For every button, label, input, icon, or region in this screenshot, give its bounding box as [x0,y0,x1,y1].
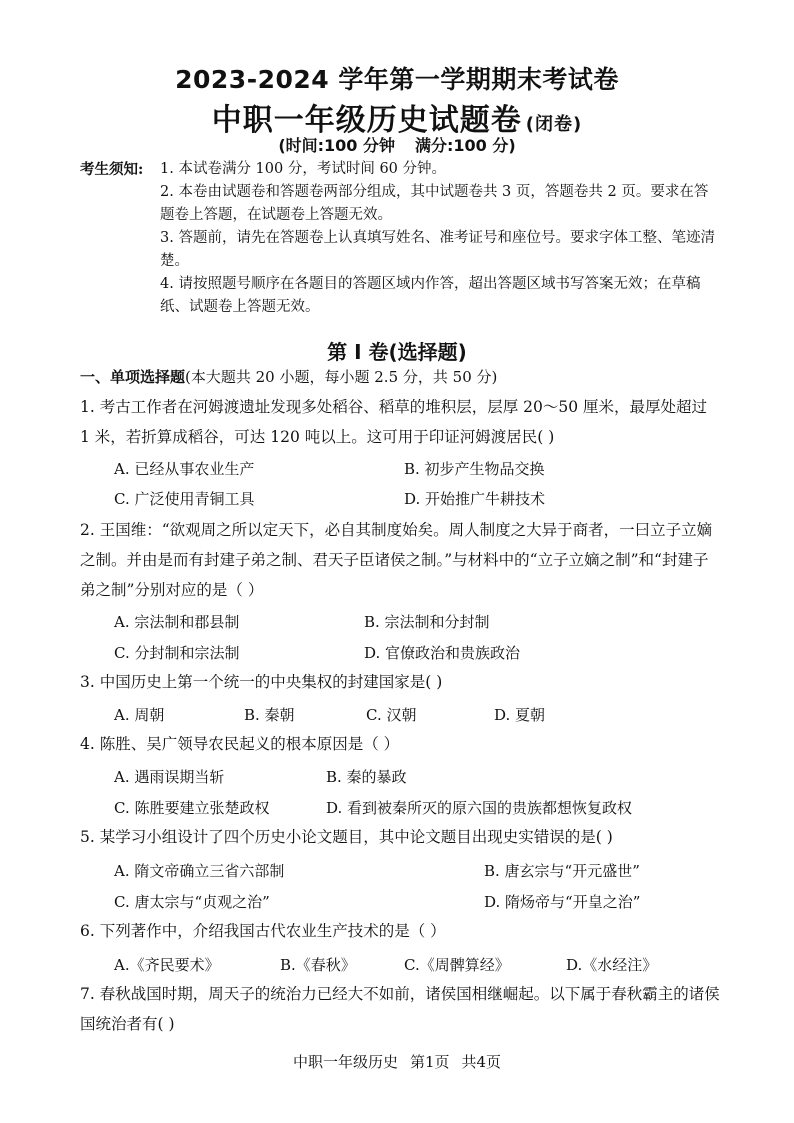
option-b: B. 唐玄宗与“开元盛世” [484,862,640,880]
notice-item: 2. 本卷由试题卷和答题卷两部分组成，其中试题卷共 3 页，答题卷共 2 页。要求在答题卷上答题，在试题卷上答题无效。 [160,184,709,223]
option-b: B. 秦的暴政 [326,768,407,786]
question-stem: 1. 考古工作者在河姆渡遗址发现多处稻谷、稻草的堆积层，层厚 20～50 厘米，最厚处超过 1 米，若折算成稻谷，可达 120 吨以上。这可用于印证河姆渡居民( ) [80,398,708,446]
option-a: A.《齐民要术》 [114,956,220,974]
option-a: A. 遇雨误期当斩 [114,768,225,786]
option-a: A. 隋文帝确立三省六部制 [114,862,285,880]
option-c: C. 分封制和宗法制 [114,644,240,662]
page-footer [0,1051,794,1072]
question-stem: 2. 王国维：“欲观周之所以定天下，必自其制度始矣。周人制度之大异于商者，一曰立子立嫡之制。并由是而有封建子弟之制、君天子臣诸侯之制。”与材料中的“立子立嫡之制”和“封建子弟之制”分别对应的是（ ） [80,521,713,599]
part-heading [80,366,497,387]
option-a: A. 宗法制和郡县制 [114,613,240,631]
question-stem: 4. 陈胜、吴广领导农民起义的根本原因是（ ） [80,735,400,753]
option-b: B. 宗法制和分封制 [364,613,490,631]
option-a: A. 已经从事农业生产 [114,460,255,478]
part-label: 一、单项选择题 [80,368,186,386]
section-title: 第 I 卷(选择题) [327,340,467,364]
option-c: C. 广泛使用青铜工具 [114,490,255,508]
option-d: D. 夏朝 [494,706,546,724]
notice-label: 考生须知: [80,161,144,178]
question-stem: 7. 春秋战国时期，周天子的统治力已经大不如前，诸侯国相继崛起。以下属于春秋霸主的诸侯国统治者有( ) [80,985,720,1033]
question-stem: 3. 中国历史上第一个统一的中央集权的封建国家是( ) [80,673,443,691]
notice-item: 3. 答题前，请先在答题卷上认真填写姓名、准考证号和座位号。要求字体工整、笔迹清楚。 [160,230,715,269]
exam-time: (时间:100 分钟 [278,136,395,155]
exam-title-main: 中职一年级历史试题卷 [211,103,522,138]
exam-title-suffix: (闭卷) [525,114,583,135]
option-c: C. 陈胜要建立张楚政权 [114,799,270,817]
option-d: D.《水经注》 [566,956,658,974]
exam-time-info [0,133,794,156]
option-c: C. 唐太宗与“贞观之治” [114,893,270,911]
footer-page: 第1页 [409,1053,450,1071]
option-d: D. 官僚政治和贵族政治 [364,644,521,662]
question-stem: 5. 某学习小组设计了四个历史小论文题目，其中论文题目出现史实错误的是( ) [80,828,613,846]
notice-item: 4. 请按照题号顺序在各题目的答题区域内作答，超出答题区域书写答案无效；在草稿纸、试题卷上答题无效。 [160,276,701,315]
option-b: B.《春秋》 [280,956,356,974]
footer-total: 共4页 [461,1053,502,1071]
option-c: C.《周髀算经》 [404,956,510,974]
option-d: D. 看到被秦所灭的原六国的贵族都想恢复政权 [326,799,633,817]
exam-score: 满分:100 分) [415,136,516,155]
option-a: A. 周朝 [114,706,165,724]
option-c: C. 汉朝 [366,706,417,724]
notice-item: 1. 本试卷满分 100 分，考试时间 60 分钟。 [160,161,447,177]
option-b: B. 初步产生物品交换 [404,460,545,478]
question-stem: 6. 下列著作中，介绍我国古代农业生产技术的是（ ） [80,922,446,940]
footer-subject: 中职一年级历史 [292,1053,398,1071]
exam-title-year: 2023-2024 学年第一学期期末考试卷 [175,65,619,94]
option-d: D. 隋炀帝与“开皇之治” [484,893,641,911]
part-description: (本大题共 20 小题，每小题 2.5 分，共 50 分) [185,368,498,386]
option-b: B. 秦朝 [244,706,295,724]
candidate-notice [80,158,720,319]
option-d: D. 开始推广牛耕技术 [404,490,546,508]
